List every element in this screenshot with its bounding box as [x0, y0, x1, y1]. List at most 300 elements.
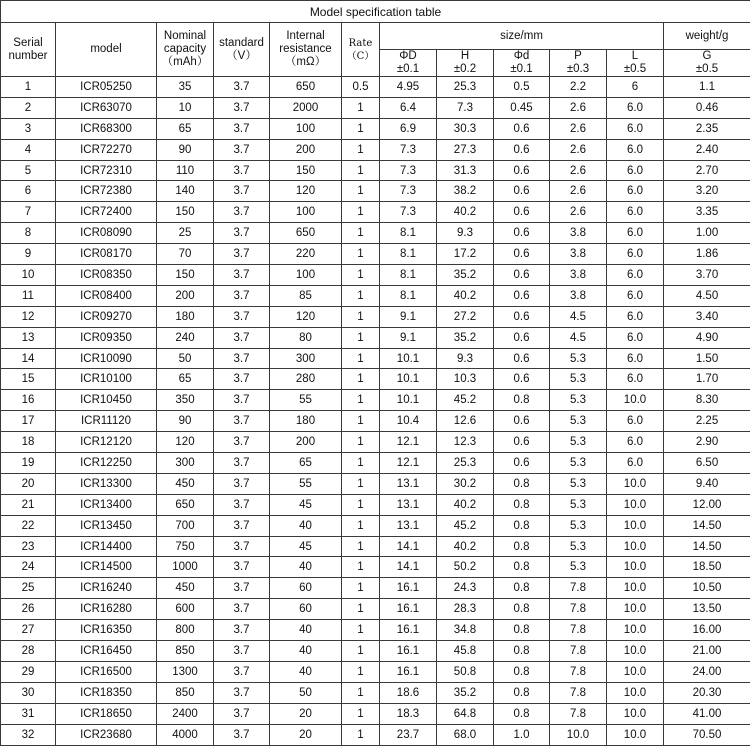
cell-capacity: 50: [157, 348, 214, 369]
cell-model: ICR09270: [56, 306, 157, 327]
cell-weight: 24.00: [664, 661, 750, 682]
cell-pitch: 5.3: [550, 453, 607, 474]
cell-outer-diameter: 7.3: [380, 181, 437, 202]
cell-height: 45.2: [437, 515, 494, 536]
header-standard-voltage: standard （V）: [214, 23, 270, 77]
cell-weight: 13.50: [664, 599, 750, 620]
cell-outer-diameter: 16.1: [380, 661, 437, 682]
cell-lead-length: 6.0: [607, 265, 664, 286]
cell-rate: 1: [342, 432, 380, 453]
cell-model: ICR14400: [56, 536, 157, 557]
cell-internal-resistance: 200: [270, 432, 342, 453]
cell-capacity: 70: [157, 244, 214, 265]
cell-pitch: 7.8: [550, 599, 607, 620]
cell-outer-diameter: 7.3: [380, 139, 437, 160]
cell-pitch: 4.5: [550, 327, 607, 348]
cell-outer-diameter: 13.1: [380, 494, 437, 515]
table-row: [1, 494, 750, 515]
cell-serial-number: 2: [1, 97, 56, 118]
cell-weight: 16.00: [664, 620, 750, 641]
cell-lead-diameter: 0.8: [494, 494, 550, 515]
cell-lead-length: 10.0: [607, 661, 664, 682]
cell-outer-diameter: 16.1: [380, 578, 437, 599]
cell-lead-length: 6.0: [607, 411, 664, 432]
cell-pitch: 5.3: [550, 494, 607, 515]
cell-lead-diameter: 0.6: [494, 202, 550, 223]
header-size-group: size/mm: [380, 23, 664, 50]
cell-height: 12.3: [437, 432, 494, 453]
cell-capacity: 35: [157, 77, 214, 98]
cell-lead-diameter: 0.6: [494, 369, 550, 390]
cell-rate: 1: [342, 390, 380, 411]
cell-serial-number: 30: [1, 682, 56, 703]
cell-capacity: 1000: [157, 557, 214, 578]
header-nominal-capacity: Nominal capacity （mAh）: [157, 23, 214, 77]
cell-weight: 1.00: [664, 223, 750, 244]
cell-rate: 1: [342, 578, 380, 599]
cell-pitch: 2.6: [550, 139, 607, 160]
cell-internal-resistance: 50: [270, 682, 342, 703]
cell-pitch: 2.6: [550, 181, 607, 202]
cell-weight: 1.86: [664, 244, 750, 265]
cell-weight: 1.70: [664, 369, 750, 390]
cell-voltage: 3.7: [214, 515, 270, 536]
cell-voltage: 3.7: [214, 682, 270, 703]
cell-outer-diameter: 8.1: [380, 285, 437, 306]
cell-rate: 1: [342, 327, 380, 348]
header-weight: G ±0.5: [664, 50, 750, 77]
cell-internal-resistance: 150: [270, 160, 342, 181]
cell-lead-length: 6.0: [607, 369, 664, 390]
table-row: [1, 160, 750, 181]
cell-rate: 1: [342, 453, 380, 474]
cell-pitch: 10.0: [550, 724, 607, 745]
cell-voltage: 3.7: [214, 327, 270, 348]
cell-height: 38.2: [437, 181, 494, 202]
cell-lead-length: 6.0: [607, 453, 664, 474]
cell-pitch: 3.8: [550, 285, 607, 306]
cell-pitch: 7.8: [550, 620, 607, 641]
cell-internal-resistance: 650: [270, 77, 342, 98]
cell-weight: 21.00: [664, 641, 750, 662]
cell-height: 30.3: [437, 118, 494, 139]
cell-outer-diameter: 16.1: [380, 641, 437, 662]
cell-lead-length: 10.0: [607, 390, 664, 411]
cell-rate: 1: [342, 118, 380, 139]
cell-voltage: 3.7: [214, 139, 270, 160]
cell-serial-number: 14: [1, 348, 56, 369]
cell-serial-number: 22: [1, 515, 56, 536]
cell-capacity: 200: [157, 285, 214, 306]
cell-lead-diameter: 0.6: [494, 327, 550, 348]
table-row: [1, 223, 750, 244]
cell-pitch: 5.3: [550, 536, 607, 557]
cell-serial-number: 32: [1, 724, 56, 745]
cell-internal-resistance: 45: [270, 494, 342, 515]
cell-internal-resistance: 180: [270, 411, 342, 432]
table-row: [1, 181, 750, 202]
cell-lead-diameter: 0.6: [494, 118, 550, 139]
cell-serial-number: 21: [1, 494, 56, 515]
table-row: [1, 557, 750, 578]
cell-capacity: 150: [157, 265, 214, 286]
cell-serial-number: 27: [1, 620, 56, 641]
cell-rate: 1: [342, 348, 380, 369]
cell-model: ICR18350: [56, 682, 157, 703]
cell-outer-diameter: 14.1: [380, 557, 437, 578]
cell-serial-number: 31: [1, 703, 56, 724]
cell-outer-diameter: 16.1: [380, 620, 437, 641]
cell-serial-number: 25: [1, 578, 56, 599]
cell-internal-resistance: 40: [270, 661, 342, 682]
cell-lead-diameter: 0.8: [494, 578, 550, 599]
cell-capacity: 120: [157, 432, 214, 453]
cell-internal-resistance: 60: [270, 578, 342, 599]
cell-rate: 1: [342, 703, 380, 724]
cell-weight: 2.90: [664, 432, 750, 453]
cell-model: ICR63070: [56, 97, 157, 118]
cell-capacity: 65: [157, 369, 214, 390]
cell-pitch: 5.3: [550, 348, 607, 369]
cell-rate: 1: [342, 97, 380, 118]
cell-weight: 2.35: [664, 118, 750, 139]
cell-lead-length: 10.0: [607, 578, 664, 599]
cell-height: 40.2: [437, 202, 494, 223]
cell-lead-length: 6.0: [607, 223, 664, 244]
cell-serial-number: 29: [1, 661, 56, 682]
cell-serial-number: 5: [1, 160, 56, 181]
cell-serial-number: 9: [1, 244, 56, 265]
cell-rate: 1: [342, 473, 380, 494]
cell-serial-number: 3: [1, 118, 56, 139]
cell-height: 40.2: [437, 285, 494, 306]
cell-pitch: 2.2: [550, 77, 607, 98]
cell-lead-length: 10.0: [607, 703, 664, 724]
cell-outer-diameter: 10.1: [380, 390, 437, 411]
cell-lead-diameter: 0.6: [494, 453, 550, 474]
cell-capacity: 150: [157, 202, 214, 223]
header-rate: Rate （C）: [342, 23, 380, 77]
cell-pitch: 3.8: [550, 244, 607, 265]
cell-internal-resistance: 85: [270, 285, 342, 306]
cell-outer-diameter: 7.3: [380, 202, 437, 223]
cell-rate: 1: [342, 369, 380, 390]
cell-capacity: 140: [157, 181, 214, 202]
cell-rate: 1: [342, 139, 380, 160]
cell-outer-diameter: 18.6: [380, 682, 437, 703]
cell-rate: 1: [342, 285, 380, 306]
cell-pitch: 7.8: [550, 641, 607, 662]
cell-lead-diameter: 0.8: [494, 536, 550, 557]
cell-height: 30.2: [437, 473, 494, 494]
cell-lead-length: 6.0: [607, 139, 664, 160]
table-row: [1, 244, 750, 265]
cell-height: 35.2: [437, 265, 494, 286]
cell-internal-resistance: 120: [270, 181, 342, 202]
cell-lead-diameter: 0.8: [494, 599, 550, 620]
cell-capacity: 90: [157, 139, 214, 160]
cell-pitch: 3.8: [550, 265, 607, 286]
cell-lead-length: 10.0: [607, 620, 664, 641]
cell-capacity: 600: [157, 599, 214, 620]
table-row: [1, 202, 750, 223]
cell-lead-length: 6.0: [607, 181, 664, 202]
table-row: [1, 703, 750, 724]
cell-voltage: 3.7: [214, 118, 270, 139]
cell-weight: 1.50: [664, 348, 750, 369]
cell-lead-length: 6.0: [607, 118, 664, 139]
table-row: [1, 327, 750, 348]
cell-rate: 1: [342, 160, 380, 181]
cell-voltage: 3.7: [214, 473, 270, 494]
cell-lead-diameter: 0.8: [494, 390, 550, 411]
cell-model: ICR16240: [56, 578, 157, 599]
table-row: [1, 348, 750, 369]
cell-height: 9.3: [437, 348, 494, 369]
header-lead-diameter: Φd ±0.1: [494, 50, 550, 77]
cell-voltage: 3.7: [214, 223, 270, 244]
cell-serial-number: 18: [1, 432, 56, 453]
cell-weight: 3.35: [664, 202, 750, 223]
cell-lead-diameter: 0.8: [494, 473, 550, 494]
cell-capacity: 300: [157, 453, 214, 474]
cell-lead-diameter: 0.8: [494, 557, 550, 578]
cell-rate: 0.5: [342, 77, 380, 98]
cell-pitch: 2.6: [550, 118, 607, 139]
cell-lead-diameter: 0.6: [494, 411, 550, 432]
cell-rate: 1: [342, 724, 380, 745]
table-title: Model specification table: [1, 1, 750, 23]
cell-lead-length: 6.0: [607, 285, 664, 306]
cell-height: 45.2: [437, 390, 494, 411]
cell-outer-diameter: 14.1: [380, 536, 437, 557]
cell-pitch: 2.6: [550, 160, 607, 181]
cell-internal-resistance: 40: [270, 620, 342, 641]
cell-lead-diameter: 0.8: [494, 703, 550, 724]
cell-model: ICR72380: [56, 181, 157, 202]
cell-voltage: 3.7: [214, 724, 270, 745]
cell-internal-resistance: 100: [270, 118, 342, 139]
cell-capacity: 180: [157, 306, 214, 327]
cell-weight: 8.30: [664, 390, 750, 411]
cell-lead-length: 6.0: [607, 432, 664, 453]
cell-voltage: 3.7: [214, 620, 270, 641]
cell-outer-diameter: 23.7: [380, 724, 437, 745]
cell-lead-length: 6.0: [607, 348, 664, 369]
cell-lead-diameter: 0.8: [494, 661, 550, 682]
cell-weight: 4.50: [664, 285, 750, 306]
cell-height: 50.2: [437, 557, 494, 578]
cell-capacity: 65: [157, 118, 214, 139]
cell-internal-resistance: 120: [270, 306, 342, 327]
header-outer-diameter: ΦD ±0.1: [380, 50, 437, 77]
table-row: [1, 432, 750, 453]
cell-height: 68.0: [437, 724, 494, 745]
cell-rate: 1: [342, 557, 380, 578]
cell-pitch: 5.3: [550, 390, 607, 411]
cell-model: ICR16280: [56, 599, 157, 620]
cell-capacity: 90: [157, 411, 214, 432]
cell-serial-number: 19: [1, 453, 56, 474]
table-row: [1, 77, 750, 98]
cell-pitch: 5.3: [550, 432, 607, 453]
cell-outer-diameter: 12.1: [380, 453, 437, 474]
cell-internal-resistance: 2000: [270, 97, 342, 118]
cell-internal-resistance: 40: [270, 515, 342, 536]
cell-height: 40.2: [437, 494, 494, 515]
cell-internal-resistance: 45: [270, 536, 342, 557]
cell-rate: 1: [342, 536, 380, 557]
cell-lead-diameter: 0.45: [494, 97, 550, 118]
cell-pitch: 5.3: [550, 473, 607, 494]
cell-serial-number: 4: [1, 139, 56, 160]
cell-voltage: 3.7: [214, 244, 270, 265]
header-height: H ±0.2: [437, 50, 494, 77]
cell-lead-diameter: 0.6: [494, 160, 550, 181]
table-row: [1, 97, 750, 118]
cell-lead-diameter: 0.6: [494, 181, 550, 202]
table-row: [1, 620, 750, 641]
cell-weight: 10.50: [664, 578, 750, 599]
cell-internal-resistance: 55: [270, 390, 342, 411]
cell-rate: 1: [342, 620, 380, 641]
cell-rate: 1: [342, 181, 380, 202]
cell-outer-diameter: 10.1: [380, 369, 437, 390]
cell-outer-diameter: 13.1: [380, 473, 437, 494]
cell-height: 12.6: [437, 411, 494, 432]
cell-lead-diameter: 0.6: [494, 348, 550, 369]
table-row: [1, 599, 750, 620]
cell-voltage: 3.7: [214, 641, 270, 662]
cell-lead-diameter: 0.8: [494, 515, 550, 536]
cell-lead-diameter: 0.8: [494, 620, 550, 641]
cell-model: ICR12250: [56, 453, 157, 474]
cell-rate: 1: [342, 682, 380, 703]
spec-table-body: [1, 77, 750, 746]
table-row: [1, 724, 750, 745]
cell-height: 64.8: [437, 703, 494, 724]
cell-voltage: 3.7: [214, 265, 270, 286]
table-row: [1, 515, 750, 536]
table-row: [1, 453, 750, 474]
table-row: [1, 473, 750, 494]
cell-rate: 1: [342, 411, 380, 432]
cell-voltage: 3.7: [214, 599, 270, 620]
cell-capacity: 10: [157, 97, 214, 118]
cell-internal-resistance: 220: [270, 244, 342, 265]
cell-serial-number: 26: [1, 599, 56, 620]
cell-lead-diameter: 1.0: [494, 724, 550, 745]
cell-lead-length: 10.0: [607, 536, 664, 557]
cell-outer-diameter: 8.1: [380, 223, 437, 244]
header-internal-resistance: Internal resistance （mΩ）: [270, 23, 342, 77]
cell-pitch: 7.8: [550, 578, 607, 599]
cell-outer-diameter: 18.3: [380, 703, 437, 724]
cell-voltage: 3.7: [214, 348, 270, 369]
cell-height: 34.8: [437, 620, 494, 641]
cell-height: 25.3: [437, 77, 494, 98]
cell-height: 50.8: [437, 661, 494, 682]
cell-capacity: 4000: [157, 724, 214, 745]
cell-height: 10.3: [437, 369, 494, 390]
cell-model: ICR08170: [56, 244, 157, 265]
cell-internal-resistance: 40: [270, 557, 342, 578]
cell-weight: 3.40: [664, 306, 750, 327]
cell-internal-resistance: 200: [270, 139, 342, 160]
cell-height: 25.3: [437, 453, 494, 474]
cell-pitch: 7.8: [550, 682, 607, 703]
cell-weight: 41.00: [664, 703, 750, 724]
cell-lead-length: 10.0: [607, 724, 664, 745]
table-row: [1, 641, 750, 662]
cell-serial-number: 15: [1, 369, 56, 390]
cell-lead-diameter: 0.6: [494, 306, 550, 327]
cell-model: ICR11120: [56, 411, 157, 432]
cell-outer-diameter: 13.1: [380, 515, 437, 536]
cell-pitch: 5.3: [550, 369, 607, 390]
table-row: [1, 578, 750, 599]
cell-model: ICR18650: [56, 703, 157, 724]
cell-rate: 1: [342, 661, 380, 682]
cell-lead-length: 6.0: [607, 97, 664, 118]
cell-internal-resistance: 100: [270, 202, 342, 223]
cell-lead-length: 6.0: [607, 160, 664, 181]
cell-internal-resistance: 100: [270, 265, 342, 286]
cell-model: ICR72270: [56, 139, 157, 160]
cell-outer-diameter: 16.1: [380, 599, 437, 620]
cell-voltage: 3.7: [214, 369, 270, 390]
cell-height: 7.3: [437, 97, 494, 118]
cell-lead-length: 10.0: [607, 557, 664, 578]
cell-serial-number: 12: [1, 306, 56, 327]
cell-outer-diameter: 8.1: [380, 244, 437, 265]
cell-lead-diameter: 0.6: [494, 244, 550, 265]
cell-serial-number: 13: [1, 327, 56, 348]
cell-capacity: 850: [157, 641, 214, 662]
cell-serial-number: 24: [1, 557, 56, 578]
cell-lead-diameter: 0.6: [494, 432, 550, 453]
cell-lead-length: 6.0: [607, 202, 664, 223]
cell-weight: 20.30: [664, 682, 750, 703]
cell-voltage: 3.7: [214, 77, 270, 98]
cell-weight: 70.50: [664, 724, 750, 745]
cell-serial-number: 23: [1, 536, 56, 557]
cell-weight: 4.90: [664, 327, 750, 348]
cell-weight: 3.70: [664, 265, 750, 286]
cell-height: 28.3: [437, 599, 494, 620]
cell-capacity: 350: [157, 390, 214, 411]
cell-lead-length: 10.0: [607, 515, 664, 536]
cell-rate: 1: [342, 202, 380, 223]
cell-lead-length: 10.0: [607, 494, 664, 515]
cell-capacity: 750: [157, 536, 214, 557]
cell-capacity: 850: [157, 682, 214, 703]
cell-rate: 1: [342, 223, 380, 244]
cell-internal-resistance: 40: [270, 641, 342, 662]
cell-internal-resistance: 60: [270, 599, 342, 620]
table-row: [1, 139, 750, 160]
cell-lead-length: 10.0: [607, 473, 664, 494]
cell-voltage: 3.7: [214, 578, 270, 599]
cell-weight: 2.25: [664, 411, 750, 432]
cell-model: ICR10450: [56, 390, 157, 411]
table-row: [1, 265, 750, 286]
cell-model: ICR10090: [56, 348, 157, 369]
cell-lead-diameter: 0.6: [494, 265, 550, 286]
cell-rate: 1: [342, 641, 380, 662]
cell-serial-number: 20: [1, 473, 56, 494]
cell-model: ICR14500: [56, 557, 157, 578]
